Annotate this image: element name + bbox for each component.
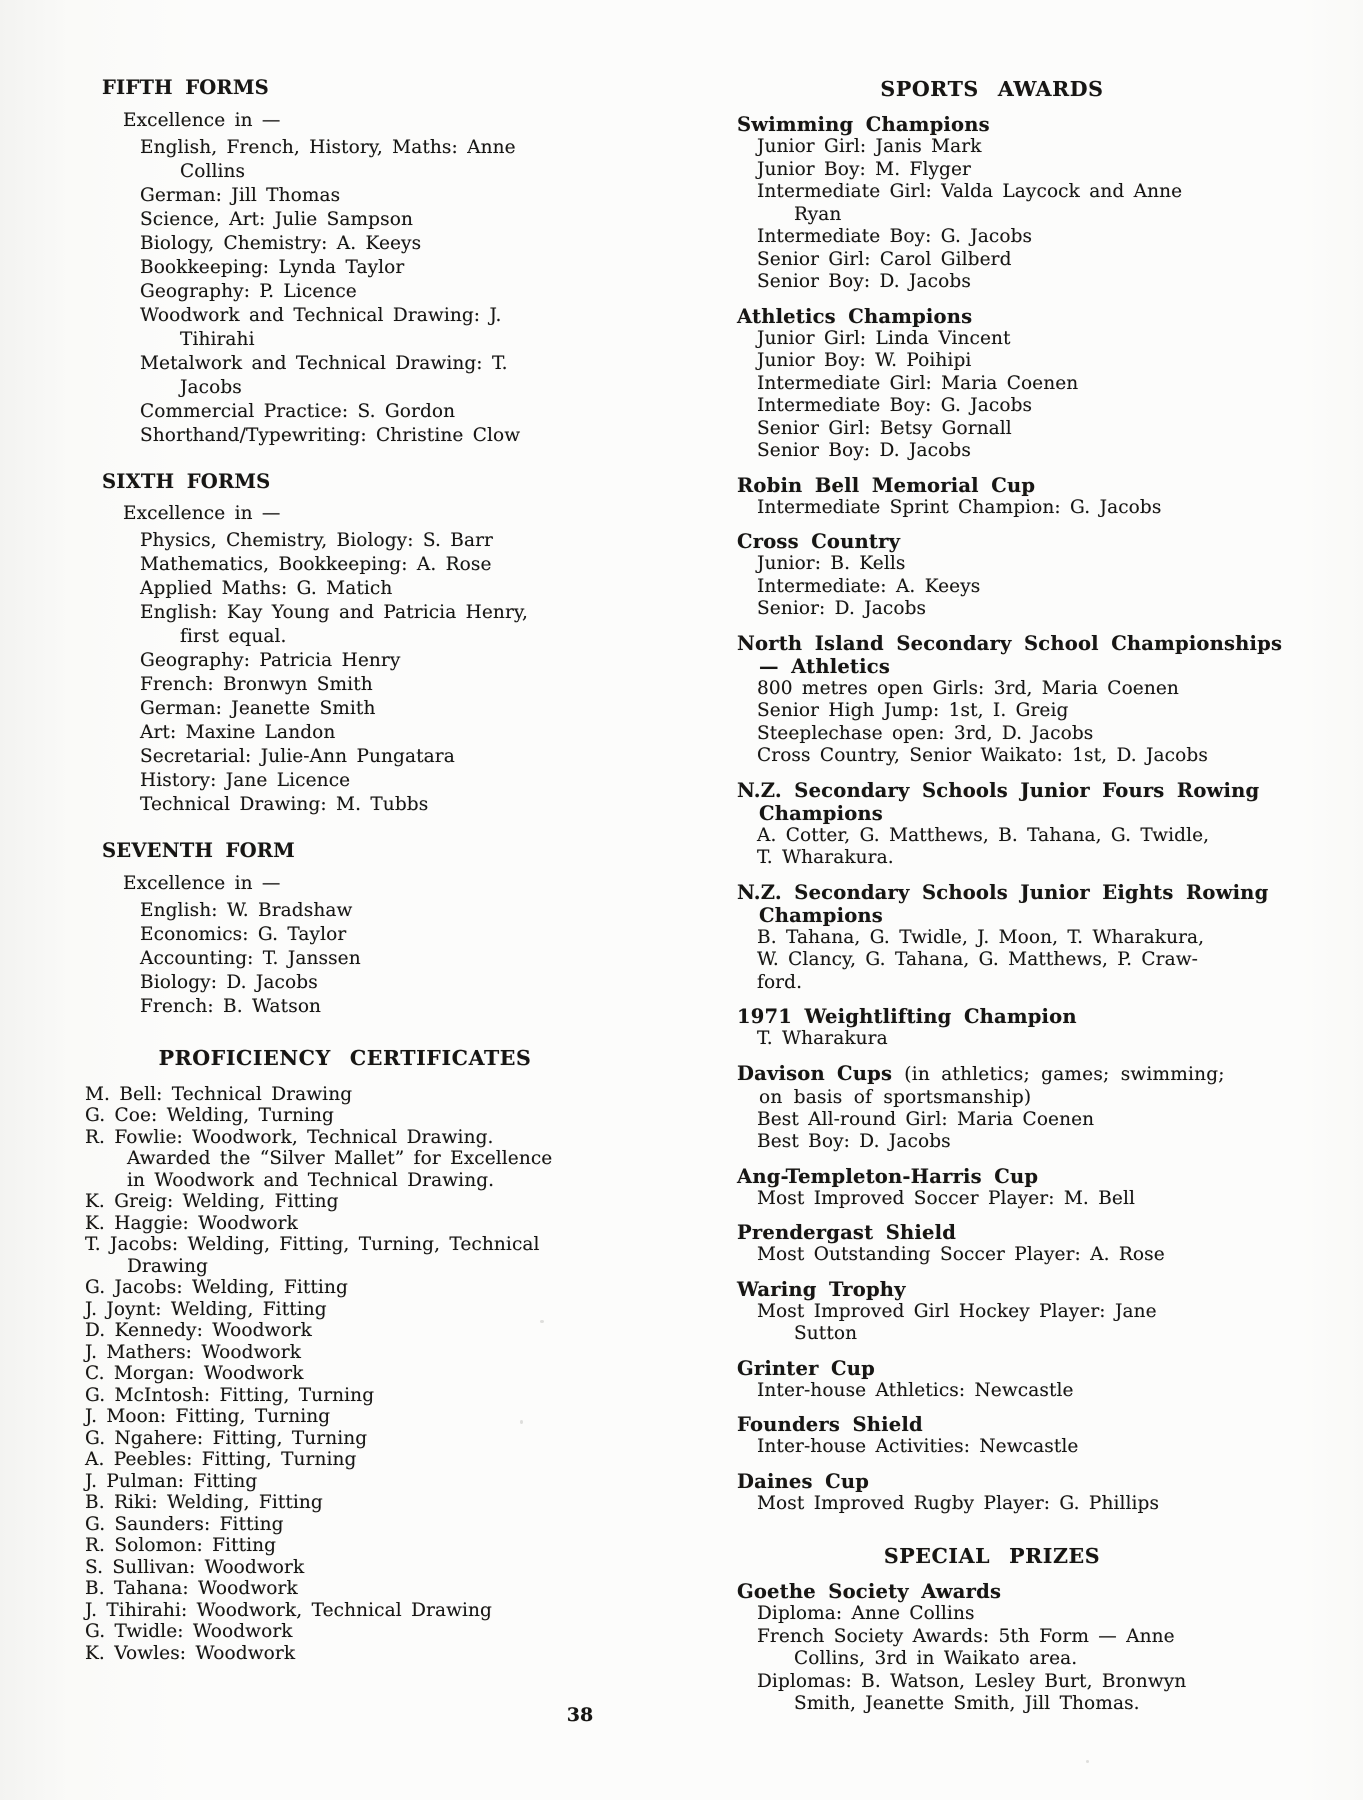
text-line: Champions — [759, 903, 883, 927]
entry — [85, 1557, 605, 1579]
section-heading — [737, 1062, 1247, 1109]
entry — [737, 271, 1247, 294]
text-line: French: Bronwyn Smith — [140, 674, 373, 695]
text-line: Inter-house Activities: Newcastle — [757, 1436, 1079, 1457]
text-line: Physics, Chemistry, Biology: S. Barr — [140, 530, 493, 551]
section-title — [85, 1045, 605, 1071]
text-line: Champions — [759, 801, 883, 825]
text-line: Accounting: T. Janssen — [140, 947, 361, 969]
entry — [85, 971, 605, 995]
entry — [85, 649, 605, 673]
right-column — [737, 76, 1283, 1716]
section-heading — [85, 839, 605, 863]
text-line: French Society Awards: 5th Form — Anne — [757, 1625, 1175, 1647]
text-line: T. Wharakura. — [757, 847, 894, 868]
section-heading — [85, 470, 605, 494]
text-line: Junior Boy: M. Flyger — [757, 158, 971, 180]
entry — [737, 249, 1247, 272]
entry — [85, 280, 605, 304]
entry — [85, 1320, 605, 1342]
entry — [737, 440, 1247, 463]
text-line: Robin Bell Memorial Cup — [737, 473, 1036, 497]
entry — [85, 1213, 605, 1235]
entry — [85, 1277, 605, 1299]
text-line: Secretarial: Julie-Ann Pungatara — [140, 746, 455, 767]
entry — [737, 678, 1247, 701]
entry — [85, 1578, 605, 1600]
entry — [85, 1492, 605, 1514]
section-heading — [85, 76, 605, 100]
entry — [737, 1244, 1247, 1267]
left-column — [85, 76, 605, 1664]
entry — [85, 232, 605, 256]
text-line: Most Outstanding Soccer Player: A. Rose — [757, 1244, 1165, 1265]
entry — [737, 700, 1247, 723]
text-line: Drawing — [127, 1255, 208, 1277]
text-line: Senior High Jump: 1st, I. Greig — [757, 700, 1069, 721]
entry — [737, 1188, 1247, 1211]
text-line: Economics: G. Taylor — [140, 923, 347, 945]
text-line: Collins — [180, 160, 246, 182]
entry — [85, 793, 605, 817]
text-line: Daines Cup — [737, 1469, 870, 1493]
entry — [85, 352, 605, 400]
section-heading — [737, 1357, 1247, 1380]
section-title — [737, 1543, 1247, 1569]
entry — [737, 1380, 1247, 1403]
text-line: Junior Girl: Janis Mark — [757, 136, 982, 157]
entry — [85, 1621, 605, 1643]
entry — [737, 136, 1247, 159]
text-line: Biology, Chemistry: A. Keeys — [140, 232, 422, 254]
text-line: K. Vowles: Woodwork — [85, 1642, 296, 1664]
text-line: SPORTS AWARDS — [880, 77, 1104, 101]
entry — [85, 1299, 605, 1321]
text-line: PROFICIENCY CERTIFICATES — [158, 1045, 532, 1070]
text-line: Geography: Patricia Henry — [140, 650, 401, 671]
text-line: Woodwork and Technical Drawing: J. — [140, 304, 502, 326]
entry — [737, 181, 1247, 226]
entry — [737, 1493, 1247, 1516]
entry — [737, 395, 1247, 418]
lead-line — [85, 872, 605, 896]
text-line: Commercial Practice: S. Gordon — [140, 400, 456, 422]
section-heading — [737, 1278, 1247, 1301]
text-line: Sutton — [794, 1323, 858, 1344]
text-line: English: Kay Young and Patricia Henry, — [140, 602, 528, 623]
text-line: Senior Girl: Carol Gilberd — [757, 248, 1012, 270]
text-line: Mathematics, Bookkeeping: A. Rose — [140, 554, 492, 575]
entry — [85, 697, 605, 721]
entry — [85, 1514, 605, 1536]
text-line: 800 metres open Girls: 3rd, Maria Coenen — [757, 677, 1179, 699]
text-line: Intermediate: A. Keeys — [757, 575, 981, 597]
entry — [737, 1301, 1247, 1346]
text-line: Ang-Templeton-Harris Cup — [737, 1164, 1039, 1188]
text-line: B. Tahana, G. Twidle, J. Moon, T. Wharakura, — [757, 926, 1205, 948]
entry — [85, 923, 605, 947]
entry — [85, 1406, 605, 1428]
text-line: Waring Trophy — [737, 1277, 906, 1301]
text-line: first equal. — [180, 626, 287, 647]
page-number: 38 — [566, 1704, 594, 1726]
text-line: A. Peebles: Fitting, Turning — [85, 1449, 357, 1470]
entry — [85, 553, 605, 577]
text-line: 1971 Weightlifting Champion — [737, 1005, 1077, 1028]
entry — [85, 424, 605, 448]
text-line: Junior Boy: W. Poihipi — [757, 350, 972, 371]
section-heading — [737, 880, 1269, 927]
section-heading — [737, 305, 1247, 328]
text-line: English, French, History, Maths: Anne — [140, 136, 516, 158]
text-line: Intermediate Sprint Champion: G. Jacobs — [757, 496, 1162, 518]
entry — [85, 1385, 605, 1407]
text-line: ford. — [757, 971, 803, 993]
text-line: Art: Maxine Landon — [140, 722, 336, 743]
entry — [85, 208, 605, 232]
text-line: G. McIntosh: Fitting, Turning — [85, 1384, 375, 1406]
section-heading — [737, 113, 1247, 136]
text-line: Collins, 3rd in Waikato area. — [794, 1648, 1078, 1669]
entry — [85, 1643, 605, 1665]
entry — [85, 1449, 605, 1471]
text-line: Davison Cups (in athletics; games; swimming; — [737, 1061, 1225, 1085]
text-line: Intermediate Boy: G. Jacobs — [757, 395, 1033, 416]
text-line: — Athletics — [759, 654, 891, 678]
entry — [85, 1342, 605, 1364]
text-line: Cross Country — [737, 530, 901, 553]
text-line: Steeplechase open: 3rd, D. Jacobs — [757, 722, 1094, 744]
text-line: Metalwork and Technical Drawing: T. — [140, 352, 508, 374]
section-heading — [737, 1580, 1247, 1603]
entry — [85, 1363, 605, 1385]
entry — [85, 673, 605, 697]
entry — [85, 1428, 605, 1450]
entry — [737, 723, 1247, 746]
entry — [85, 304, 605, 352]
entry — [85, 995, 605, 1019]
entry — [85, 1191, 605, 1213]
entry — [737, 497, 1247, 520]
text-line: M. Bell: Technical Drawing — [85, 1083, 353, 1105]
text-line: SIXTH FORMS — [102, 469, 271, 493]
entry — [85, 899, 605, 923]
entry — [85, 256, 605, 280]
text-line: C. Morgan: Woodwork — [85, 1363, 304, 1384]
text-line: T. Jacobs: Welding, Fitting, Turning, Technical — [85, 1234, 540, 1255]
text-line: Senior: D. Jacobs — [757, 598, 927, 619]
entry — [737, 328, 1247, 351]
entry — [85, 184, 605, 208]
text-line: J. Pulman: Fitting — [85, 1470, 258, 1492]
text-line: Excellence in — — [123, 109, 281, 131]
section-heading — [737, 1221, 1247, 1244]
entry — [737, 373, 1247, 396]
text-line: Cross Country, Senior Waikato: 1st, D. Jacobs — [757, 745, 1208, 766]
text-line: Most Improved Girl Hockey Player: Jane — [757, 1300, 1157, 1322]
entry — [737, 226, 1247, 249]
text-line: Senior Boy: D. Jacobs — [757, 440, 971, 461]
entry — [85, 1234, 605, 1277]
text-line: D. Kennedy: Woodwork — [85, 1320, 312, 1341]
text-line: Grinter Cup — [737, 1356, 875, 1380]
text-line: G. Saunders: Fitting — [85, 1513, 284, 1535]
text-line: SPECIAL PRIZES — [883, 1544, 1101, 1568]
entry — [737, 1109, 1247, 1132]
lead-line — [85, 109, 605, 133]
scan-speck — [1086, 1760, 1089, 1763]
entry — [737, 825, 1247, 870]
text-line: K. Haggie: Woodwork — [85, 1212, 298, 1234]
entry — [85, 1105, 605, 1127]
text-line: French: B. Watson — [140, 995, 322, 1017]
text-line: J. Tihirahi: Woodwork, Technical Drawing — [85, 1599, 492, 1621]
text-line: Intermediate Girl: Valda Laycock and Anne — [757, 181, 1183, 202]
text-line: R. Fowlie: Woodwork, Technical Drawing. — [85, 1126, 494, 1148]
scan-speck — [520, 1420, 523, 1424]
text-line: Diploma: Anne Collins — [757, 1603, 975, 1624]
entry — [737, 350, 1247, 373]
text-line: G. Ngahere: Fitting, Turning — [85, 1427, 368, 1449]
section-heading — [737, 1005, 1247, 1028]
text-line: R. Solomon: Fitting — [85, 1535, 277, 1556]
entry — [737, 159, 1247, 182]
entry — [85, 1535, 605, 1557]
text-line: J. Mathers: Woodwork — [85, 1341, 302, 1363]
text-line: N.Z. Secondary Schools Junior Fours Rowing — [737, 778, 1260, 802]
entry — [85, 577, 605, 601]
lead-line — [85, 502, 605, 526]
section-heading — [737, 530, 1247, 553]
text-line: Senior Boy: D. Jacobs — [757, 271, 971, 292]
entry — [737, 1028, 1247, 1051]
entry — [737, 598, 1247, 621]
text-line: in Woodwork and Technical Drawing. — [127, 1169, 495, 1191]
text-line: B. Riki: Welding, Fitting — [85, 1492, 323, 1513]
section-heading — [737, 474, 1247, 497]
text-line: J. Moon: Fitting, Turning — [85, 1406, 331, 1427]
text-line: Intermediate Boy: G. Jacobs — [757, 226, 1033, 247]
entry — [85, 1600, 605, 1622]
text-line: Tihirahi — [180, 328, 255, 350]
entry — [737, 745, 1247, 768]
entry — [737, 1131, 1247, 1154]
entry — [737, 553, 1247, 576]
text-line: on basis of sportsmanship) — [759, 1086, 1032, 1108]
text-line: Diplomas: B. Watson, Lesley Burt, Bronwyn — [757, 1670, 1187, 1692]
section-heading — [737, 1413, 1247, 1436]
text-line: N.Z. Secondary Schools Junior Eights Rowing — [737, 880, 1269, 904]
text-line: Inter-house Athletics: Newcastle — [757, 1379, 1074, 1401]
text-line: German: Jeanette Smith — [140, 698, 376, 719]
text-line: Excellence in — — [123, 872, 281, 894]
section-heading — [737, 631, 1283, 678]
entry — [85, 745, 605, 769]
entry — [85, 769, 605, 793]
entry — [737, 927, 1247, 995]
entry — [85, 400, 605, 424]
text-line: Junior: B. Kells — [757, 553, 906, 574]
text-line: G. Jacobs: Welding, Fitting — [85, 1277, 348, 1298]
text-line: Intermediate Girl: Maria Coenen — [757, 372, 1079, 394]
text-line: Technical Drawing: M. Tubbs — [140, 794, 429, 815]
scan-speck — [540, 1320, 544, 1323]
entry — [85, 1127, 605, 1192]
text-line: Best Boy: D. Jacobs — [757, 1131, 951, 1152]
text-line: Shorthand/Typewriting: Christine Clow — [140, 424, 521, 446]
text-line: Swimming Champions — [737, 113, 990, 136]
text-line: Biology: D. Jacobs — [140, 971, 318, 993]
entry — [737, 1603, 1247, 1626]
text-line: G. Coe: Welding, Turning — [85, 1105, 334, 1126]
text-line: B. Tahana: Woodwork — [85, 1578, 298, 1599]
text-line: Applied Maths: G. Matich — [140, 578, 393, 599]
text-line: English: W. Bradshaw — [140, 899, 353, 921]
text-line: Founders Shield — [737, 1413, 923, 1436]
text-line: Geography: P. Licence — [140, 280, 357, 302]
entry — [737, 418, 1247, 441]
text-line: Best All-round Girl: Maria Coenen — [757, 1108, 1095, 1130]
entry — [85, 1471, 605, 1493]
text-line: Bookkeeping: Lynda Taylor — [140, 256, 405, 278]
text-line: S. Sullivan: Woodwork — [85, 1556, 305, 1578]
text-line: W. Clancy, G. Tahana, G. Matthews, P. Craw- — [757, 949, 1198, 970]
section-heading — [737, 1470, 1247, 1493]
heading-bold-text: Davison Cups — [737, 1061, 905, 1085]
text-line: Prendergast Shield — [737, 1221, 957, 1244]
text-line: Athletics Champions — [737, 304, 973, 328]
text-line: Senior Girl: Betsy Gornall — [757, 417, 1012, 439]
text-line: Jacobs — [180, 376, 242, 398]
entry — [737, 576, 1247, 599]
text-line: Most Improved Rugby Player: G. Phillips — [757, 1492, 1160, 1514]
entry — [737, 1671, 1247, 1716]
text-line: North Island Secondary School Championships — [737, 631, 1283, 655]
text-line: Ryan — [794, 203, 842, 225]
text-line: German: Jill Thomas — [140, 184, 341, 206]
section-heading — [737, 1165, 1247, 1188]
text-line: Excellence in — — [123, 503, 281, 524]
text-line: History: Jane Licence — [140, 770, 351, 791]
entry — [85, 947, 605, 971]
text-line: Most Improved Soccer Player: M. Bell — [757, 1187, 1135, 1209]
entry — [85, 529, 605, 553]
entry — [737, 1436, 1247, 1459]
entry — [85, 601, 605, 649]
text-line: Science, Art: Julie Sampson — [140, 208, 413, 230]
text-line: Smith, Jeanette Smith, Jill Thomas. — [794, 1693, 1140, 1714]
entry — [85, 1084, 605, 1106]
text-line: Goethe Society Awards — [737, 1580, 1002, 1603]
text-line: G. Twidle: Woodwork — [85, 1621, 293, 1642]
text-line: Awarded the “Silver Mallet” for Excellence — [127, 1148, 553, 1169]
text-line: J. Joynt: Welding, Fitting — [85, 1298, 327, 1320]
text-line: SEVENTH FORM — [102, 839, 295, 862]
text-line: K. Greig: Welding, Fitting — [85, 1191, 339, 1212]
text-line: A. Cotter, G. Matthews, B. Tahana, G. Twidle, — [757, 824, 1210, 846]
entry — [85, 721, 605, 745]
entry — [737, 1626, 1247, 1671]
text-line: Junior Girl: Linda Vincent — [757, 327, 1011, 349]
text-line: FIFTH FORMS — [102, 76, 269, 99]
section-heading — [737, 778, 1260, 825]
section-title — [737, 76, 1247, 102]
text-line: T. Wharakura — [757, 1028, 888, 1049]
entry — [85, 136, 605, 184]
